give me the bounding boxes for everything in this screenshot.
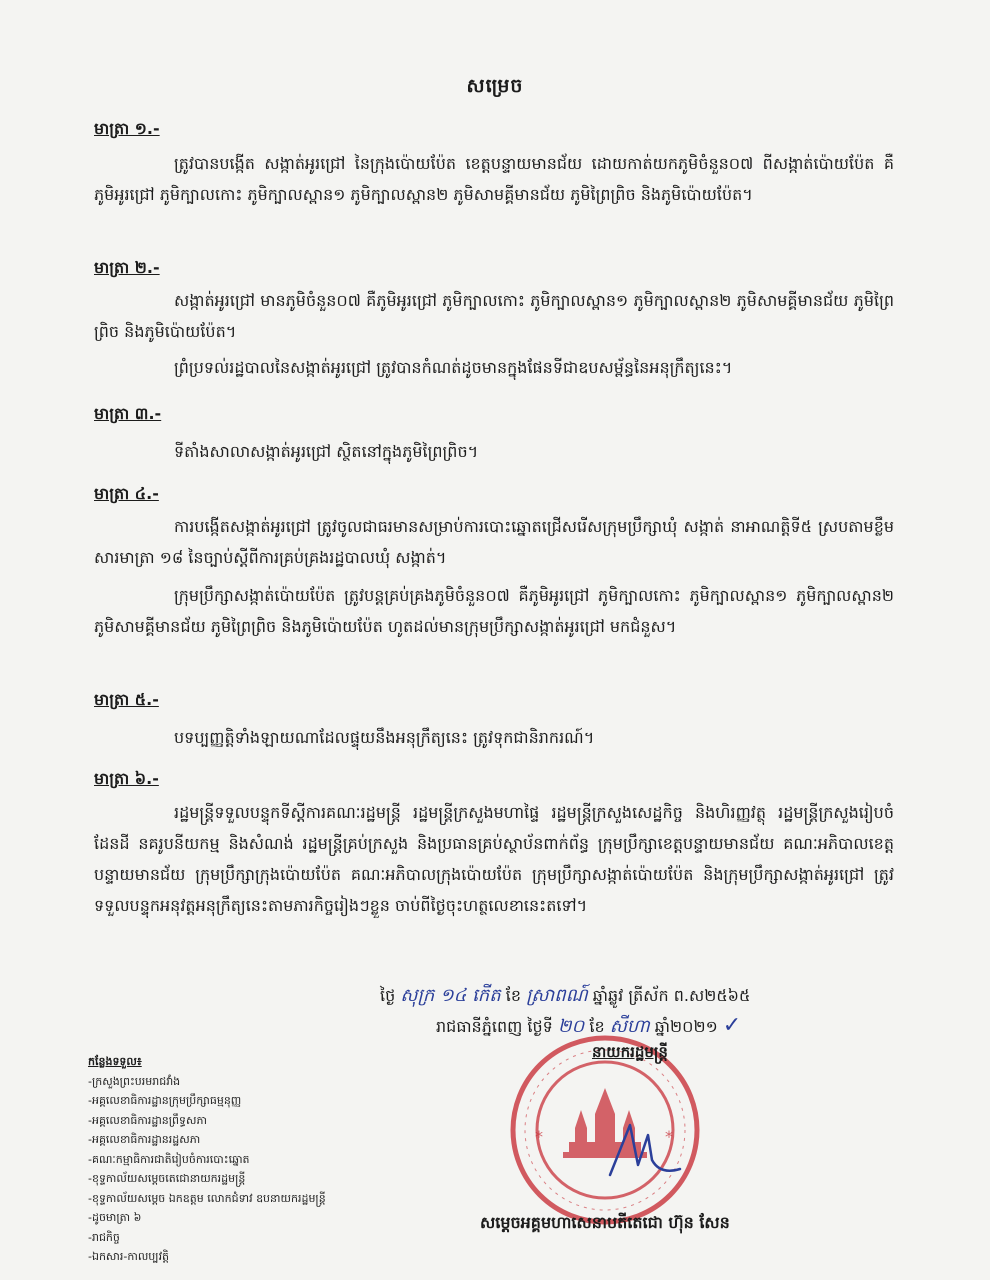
- lunar-year: ឆ្នាំឆ្លូវ ត្រីស័ក ព.ស២៥៦៥: [592, 986, 751, 1005]
- lunar-date-line: [380, 983, 750, 1010]
- handwritten-signature: [600, 1105, 690, 1185]
- lunar-day-prefix: ថ្ងៃ: [380, 986, 396, 1005]
- article-6-paragraph-1: រដ្ឋមន្ត្រីទទួលបន្ទុកទីស្តីការគណៈរដ្ឋមន្ត្រី រដ្ឋមន្ត្រីក្រសួងមហាផ្ទៃ រដ្ឋមន្ត្រីក្រសួងសេដ្ឋកិច្ច និងហិរញ្ញវត្ថុ រដ្ឋមន្ត្រីក្រសួងរៀបចំដែនដី នគរូបនីយកម្ម និងសំណង់ រដ្ឋមន្ត្រីគ្រប់ក្រសួង និងប្រធានគ្រប់ស្ថាប័នពាក់ព័ន្ធ ក្រុមប្រឹក្សាខេត្តបន្ទាយមានជ័យ គណៈអភិបាលខេត្តបន្ទាយមានជ័យ ក្រុមប្រឹក្សាក្រុងប៉ោយប៉ែត គណៈអភិបាលក្រុងប៉ោយប៉ែត ក្រុមប្រឹក្សាសង្កាត់ប៉ោយប៉ែត និងក្រុមប្រឹក្សាសង្កាត់អូរជ្រៅ ត្រូវទទួលបន្ទុកអនុវត្តអនុក្រឹត្យនេះតាមភារកិច្ចរៀងៗខ្លួន ចាប់ពីថ្ងៃចុះហត្ថលេខានេះតទៅ។: [94, 803, 894, 915]
- recipient-item: -គណៈកម្មាធិការជាតិរៀបចំការបោះឆ្នោត: [88, 1152, 250, 1166]
- recipient-item: -អគ្គលេខាធិការដ្ឋានព្រឹទ្ធសភា: [88, 1113, 207, 1127]
- check-mark-icon: ✓: [722, 1013, 742, 1038]
- recipients-title: កន្លែងទទួល៖: [88, 1055, 142, 1068]
- lunar-day-handwritten: សុក្រ ១៤ កើត: [400, 985, 501, 1006]
- recipients-list: [88, 1052, 408, 1267]
- svg-text:*: *: [665, 1127, 673, 1146]
- recipient-item: -ខុទ្ទកាល័យសម្តេចតេជោនាយករដ្ឋមន្ត្រី: [88, 1172, 246, 1185]
- recipient-item: -ឯកសារ-កាលប្បវត្តិ: [88, 1250, 170, 1263]
- day-handwritten: ២០: [557, 1016, 585, 1037]
- article-5-title: មាត្រា ៥.-: [94, 690, 159, 709]
- lunar-month-prefix: ខែ: [505, 986, 521, 1005]
- article-3-title: មាត្រា ៣.-: [94, 404, 162, 423]
- article-4-paragraph-2: ក្រុមប្រឹក្សាសង្កាត់ប៉ោយប៉ែត ត្រូវបន្តគ្រប់គ្រងភូមិចំនួន០៧ គឺភូមិអូរជ្រៅ ភូមិក្បាលកោះ ភូមិក្បាលស្ពាន១ ភូមិក្បាលស្ពាន២ ភូមិសាមគ្គីមានជ័យ ភូមិព្រៃព្រិច និងភូមិប៉ោយប៉ែត ហូតដល់មានក្រុមប្រឹក្សាសង្កាត់អូរជ្រៅ មកជំនួស។: [94, 586, 894, 636]
- lunar-month-handwritten: ស្រាពណ៍: [526, 985, 588, 1006]
- recipient-item: -រាជកិច្ច: [88, 1230, 120, 1244]
- prime-minister-title: នាយករដ្ឋមន្ត្រី: [592, 1043, 668, 1061]
- article-6-title: មាត្រា ៦.-: [94, 769, 159, 788]
- article-2-paragraph-1: សង្កាត់អូរជ្រៅ មានភូមិចំនួន០៧ គឺភូមិអូរជ្រៅ ភូមិក្បាលកោះ ភូមិក្បាលស្ពាន១ ភូមិក្បាលស្ពាន២ ភូមិសាមគ្គីមានជ័យ ភូមិព្រៃព្រិច និងភូមិប៉ោយប៉ែត។: [94, 291, 894, 341]
- article-5-paragraph-1: បទប្បញ្ញត្តិទាំងឡាយណាដែលផ្ទុយនឹងអនុក្រឹត្យនេះ ត្រូវទុកជានិរាករណ៍។: [174, 728, 595, 747]
- recipient-item: -អគ្គលេខាធិការដ្ឋានក្រុមប្រឹក្សាធម្មនុញ្ញ: [88, 1094, 242, 1107]
- article-3-paragraph-1: ទីតាំងសាលាសង្កាត់អូរជ្រៅ ស្ថិតនៅក្នុងភូមិព្រៃព្រិច។: [174, 442, 479, 461]
- recipient-item: -ដូចមាត្រា ៦: [88, 1211, 142, 1224]
- article-2-paragraph-2: ព្រំប្រទល់រដ្ឋបាលនៃសង្កាត់អូរជ្រៅ ត្រូវបានកំណត់ដូចមានក្នុងផែនទីជាឧបសម្ព័ន្ធនៃអនុក្រឹត្យនេះ។: [174, 358, 733, 377]
- place-prefix: រាជធានីភ្នំពេញ ថ្ងៃទី: [436, 1017, 553, 1036]
- recipient-item: -ក្រសួងព្រះបរមរាជវាំង: [88, 1074, 181, 1088]
- article-1-paragraph-1: ត្រូវបានបង្កើត សង្កាត់អូរជ្រៅ នៃក្រុងប៉ោយប៉ែត ខេត្តបន្ទាយមានជ័យ ដោយកាត់យកភូមិចំនួន០៧ ពីសង្កាត់ប៉ោយប៉ែត គឺភូមិអូរជ្រៅ ភូមិក្បាលកោះ ភូមិក្បាលស្ពាន១ ភូមិក្បាលស្ពាន២ ភូមិសាមគ្គីមានជ័យ ភូមិព្រៃព្រិច និងភូមិប៉ោយប៉ែត។: [94, 154, 894, 204]
- recipient-item: -ខុទ្ទកាល័យសម្តេច ឯកឧត្តម លោកជំទាវ ឧបនាយករដ្ឋមន្ត្រី: [88, 1191, 326, 1205]
- month-prefix: ខែ: [589, 1017, 605, 1036]
- svg-text:*: *: [535, 1127, 543, 1146]
- month-handwritten: សីហា: [609, 1016, 650, 1037]
- article-2-title: មាត្រា ២.-: [94, 258, 160, 277]
- article-4-paragraph-1: ការបង្កើតសង្កាត់អូរជ្រៅ ត្រូវចូលជាធរមានសម្រាប់ការបោះឆ្នោតជ្រើសរើសក្រុមប្រឹក្សាឃុំ សង្កាត់ នាអាណត្តិទី៥ ស្របតាមខ្លឹមសារមាត្រា ១៨ នៃច្បាប់ស្តីពីការគ្រប់គ្រងរដ្ឋបាលឃុំ សង្កាត់។: [94, 517, 894, 567]
- recipient-item: -អគ្គលេខាធិការដ្ឋានរដ្ឋសភា: [88, 1133, 201, 1146]
- decision-heading: សម្រេច: [466, 75, 524, 97]
- signatory-name: សម្តេចអគ្គមហាសេនាបតីតេជោ ហ៊ុន សែន: [480, 1213, 730, 1232]
- article-1-title: មាត្រា ១.-: [94, 119, 160, 138]
- article-4-title: មាត្រា ៤.-: [94, 484, 159, 503]
- year: ឆ្នាំ២០២១: [654, 1017, 718, 1036]
